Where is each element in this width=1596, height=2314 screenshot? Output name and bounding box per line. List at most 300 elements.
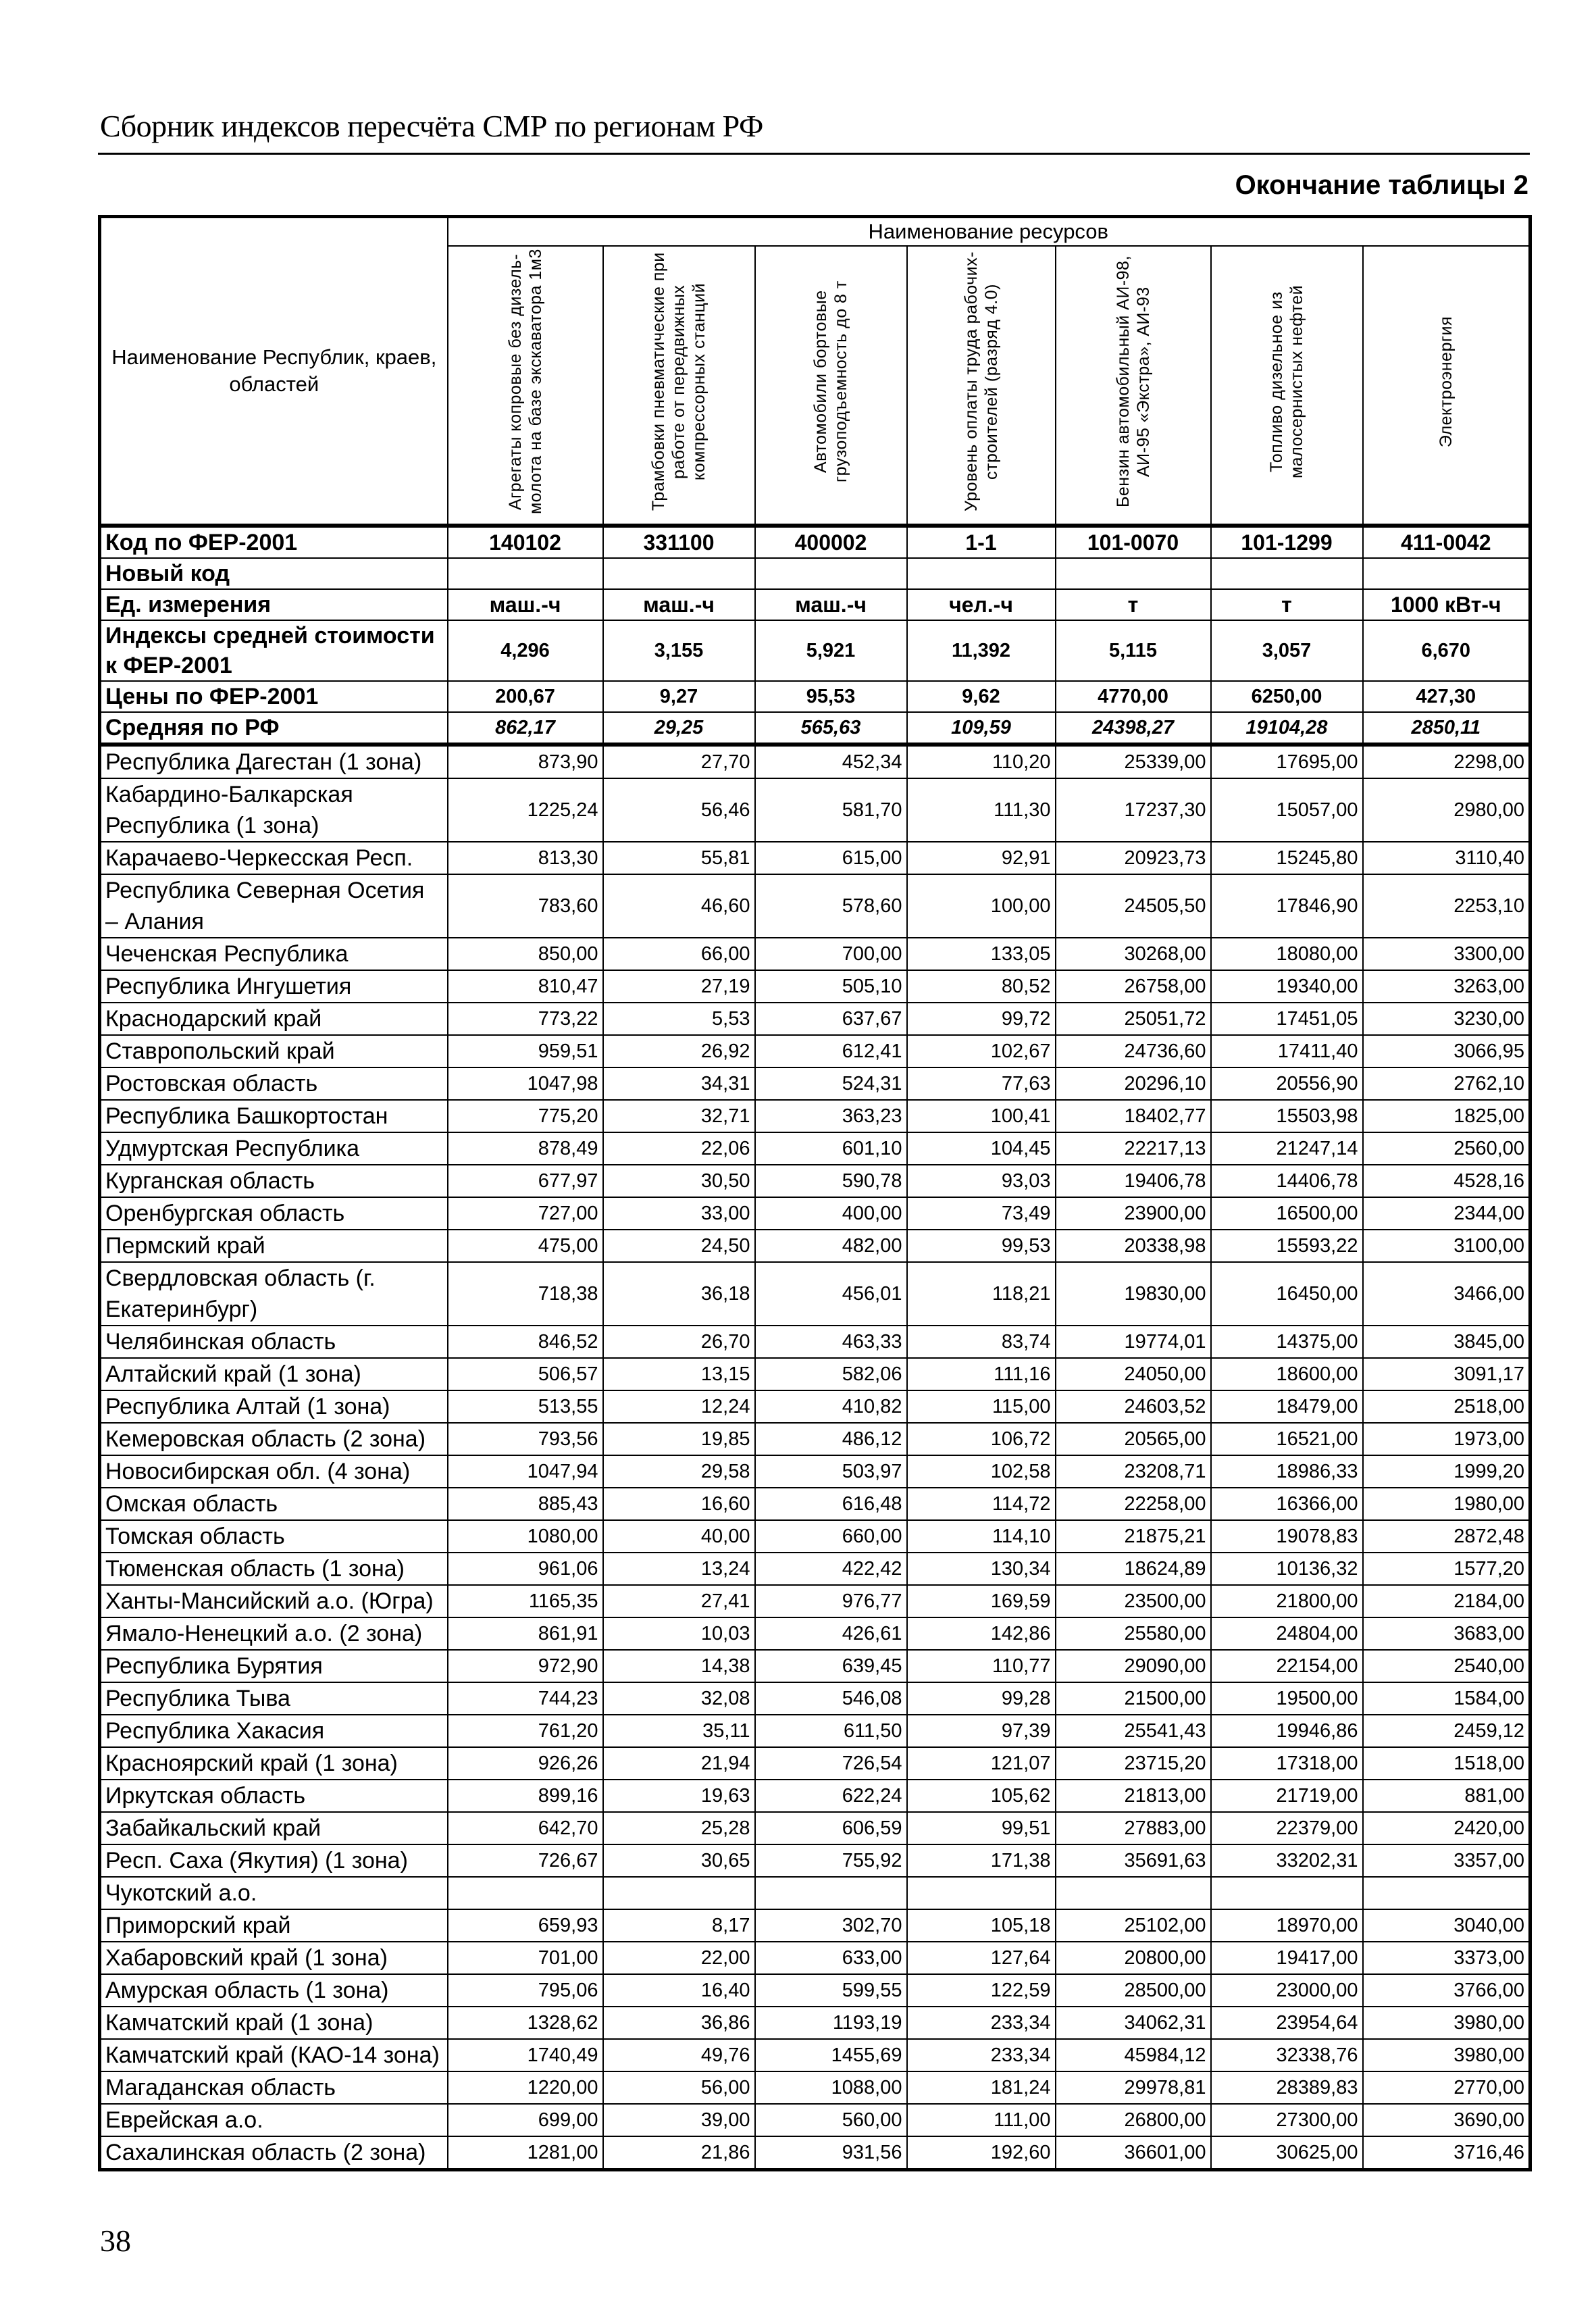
region-name: Ставропольский край (100, 1035, 448, 1067)
value-cell: 27300,00 (1211, 2104, 1363, 2136)
value-cell: 590,78 (755, 1165, 907, 1197)
value-cell: 873,90 (448, 745, 603, 778)
meta-cell: 200,67 (448, 681, 603, 712)
resources-group-header: Наименование ресурсов (448, 217, 1530, 247)
value-cell: 34062,31 (1056, 2007, 1211, 2039)
running-head: Сборник индексов пересчёта СМР по регионам РФ (100, 109, 763, 143)
value-cell: 560,00 (755, 2104, 907, 2136)
value-cell: 2560,00 (1363, 1132, 1530, 1165)
table-row (100, 1358, 1530, 1390)
value-cell: 773,22 (448, 1003, 603, 1035)
meta-cell: 109,59 (907, 712, 1056, 745)
value-cell: 878,49 (448, 1132, 603, 1165)
value-cell: 27883,00 (1056, 1812, 1211, 1844)
value-cell: 45984,12 (1056, 2039, 1211, 2071)
value-cell (1056, 1877, 1211, 1909)
table-row (100, 1326, 1530, 1358)
region-name: Курганская область (100, 1165, 448, 1197)
value-cell: 24,50 (603, 1230, 755, 1262)
value-cell: 24804,00 (1211, 1617, 1363, 1650)
value-cell: 20923,73 (1056, 842, 1211, 874)
value-cell: 114,10 (907, 1520, 1056, 1553)
value-cell: 3230,00 (1363, 1003, 1530, 1035)
page-number: 38 (100, 2223, 131, 2258)
value-cell: 546,08 (755, 1682, 907, 1715)
region-name: Ямало-Ненецкий а.о. (2 зона) (100, 1617, 448, 1650)
table-row (100, 778, 1530, 842)
value-cell: 25339,00 (1056, 745, 1211, 778)
value-cell: 456,01 (755, 1262, 907, 1326)
value-cell: 21,86 (603, 2136, 755, 2170)
value-cell: 400,00 (755, 1197, 907, 1230)
region-name: Республика Алтай (1 зона) (100, 1390, 448, 1423)
meta-cell: 101-0070 (1056, 526, 1211, 558)
value-cell: 20556,90 (1211, 1067, 1363, 1100)
value-cell: 422,42 (755, 1553, 907, 1585)
value-cell: 599,55 (755, 1974, 907, 2007)
meta-cell (1211, 558, 1363, 589)
meta-cell: 6,670 (1363, 620, 1530, 681)
value-cell: 581,70 (755, 778, 907, 842)
value-cell: 22,00 (603, 1942, 755, 1974)
value-cell: 885,43 (448, 1488, 603, 1520)
meta-row-label: Новый код (100, 558, 448, 589)
value-cell: 3980,00 (1363, 2007, 1530, 2039)
value-cell: 192,60 (907, 2136, 1056, 2170)
value-cell: 10136,32 (1211, 1553, 1363, 1585)
value-cell: 32338,76 (1211, 2039, 1363, 2071)
value-cell: 35,11 (603, 1715, 755, 1747)
value-cell: 19946,86 (1211, 1715, 1363, 1747)
value-cell: 1455,69 (755, 2039, 907, 2071)
value-cell: 660,00 (755, 1520, 907, 1553)
value-cell: 93,03 (907, 1165, 1056, 1197)
value-cell: 16521,00 (1211, 1423, 1363, 1455)
meta-cell: 2850,11 (1363, 712, 1530, 745)
value-cell: 22,06 (603, 1132, 755, 1165)
value-cell: 726,67 (448, 1844, 603, 1877)
value-cell: 111,00 (907, 2104, 1056, 2136)
value-cell: 2980,00 (1363, 778, 1530, 842)
value-cell: 2459,12 (1363, 1715, 1530, 1747)
value-cell: 25051,72 (1056, 1003, 1211, 1035)
meta-cell: 95,53 (755, 681, 907, 712)
value-cell: 22379,00 (1211, 1812, 1363, 1844)
region-name: Томская область (100, 1520, 448, 1553)
region-name: Республика Дагестан (1 зона) (100, 745, 448, 778)
value-cell: 19078,83 (1211, 1520, 1363, 1553)
table-row (100, 1747, 1530, 1780)
value-cell: 22258,00 (1056, 1488, 1211, 1520)
meta-cell: маш.-ч (755, 589, 907, 620)
region-name: Ханты-Мансийский а.о. (Югра) (100, 1585, 448, 1617)
value-cell: 3845,00 (1363, 1326, 1530, 1358)
meta-cell: 5,115 (1056, 620, 1211, 681)
value-cell: 1518,00 (1363, 1747, 1530, 1780)
value-cell: 233,34 (907, 2039, 1056, 2071)
meta-cell: 9,62 (907, 681, 1056, 712)
value-cell: 931,56 (755, 2136, 907, 2170)
value-cell: 10,03 (603, 1617, 755, 1650)
value-cell: 73,49 (907, 1197, 1056, 1230)
meta-cell: 862,17 (448, 712, 603, 745)
region-name: Еврейская а.о. (100, 2104, 448, 2136)
value-cell: 755,92 (755, 1844, 907, 1877)
value-cell: 3066,95 (1363, 1035, 1530, 1067)
table-row (100, 2039, 1530, 2071)
value-cell: 5,53 (603, 1003, 755, 1035)
value-cell: 4528,16 (1363, 1165, 1530, 1197)
region-name: Новосибирская обл. (4 зона) (100, 1455, 448, 1488)
value-cell: 3091,17 (1363, 1358, 1530, 1390)
value-cell: 3766,00 (1363, 1974, 1530, 2007)
table-row (100, 1455, 1530, 1488)
meta-row-label: Ед. измерения (100, 589, 448, 620)
region-name: Республика Ингушетия (100, 970, 448, 1003)
value-cell: 16366,00 (1211, 1488, 1363, 1520)
value-cell: 121,07 (907, 1747, 1056, 1780)
value-cell: 233,34 (907, 2007, 1056, 2039)
meta-cell: 101-1299 (1211, 526, 1363, 558)
value-cell: 475,00 (448, 1230, 603, 1262)
value-cell: 524,31 (755, 1067, 907, 1100)
region-name: Омская область (100, 1488, 448, 1520)
region-name: Челябинская область (100, 1326, 448, 1358)
value-cell: 30,65 (603, 1844, 755, 1877)
value-cell: 14,38 (603, 1650, 755, 1682)
meta-cell: 140102 (448, 526, 603, 558)
value-cell: 1577,20 (1363, 1553, 1530, 1585)
column-header: Автомобили бортовые грузоподъемность до 8 т (755, 246, 907, 526)
value-cell: 582,06 (755, 1358, 907, 1390)
value-cell: 616,48 (755, 1488, 907, 1520)
table-row (100, 1780, 1530, 1812)
value-cell: 130,34 (907, 1553, 1056, 1585)
meta-cell: 427,30 (1363, 681, 1530, 712)
value-cell: 21719,00 (1211, 1780, 1363, 1812)
value-cell: 486,12 (755, 1423, 907, 1455)
value-cell: 726,54 (755, 1747, 907, 1780)
region-name: Кемеровская область (2 зона) (100, 1423, 448, 1455)
table-row (100, 874, 1530, 938)
value-cell: 1825,00 (1363, 1100, 1530, 1132)
region-name: Удмуртская Республика (100, 1132, 448, 1165)
value-cell: 2184,00 (1363, 1585, 1530, 1617)
name-column-header: Наименование Республик, краев, областей (100, 217, 448, 526)
meta-cell: 565,63 (755, 712, 907, 745)
value-cell: 14406,78 (1211, 1165, 1363, 1197)
value-cell: 35691,63 (1056, 1844, 1211, 1877)
meta-cell: 5,921 (755, 620, 907, 681)
value-cell: 2344,00 (1363, 1197, 1530, 1230)
meta-cell: чел.-ч (907, 589, 1056, 620)
value-cell: 13,24 (603, 1553, 755, 1585)
value-cell: 659,93 (448, 1909, 603, 1942)
value-cell: 976,77 (755, 1585, 907, 1617)
value-cell: 612,41 (755, 1035, 907, 1067)
meta-cell: 1-1 (907, 526, 1056, 558)
table-row (100, 1553, 1530, 1585)
table-row (100, 1262, 1530, 1326)
meta-row (100, 712, 1530, 745)
region-name: Пермский край (100, 1230, 448, 1262)
region-name: Ростовская область (100, 1067, 448, 1100)
value-cell: 21800,00 (1211, 1585, 1363, 1617)
value-cell: 744,23 (448, 1682, 603, 1715)
table-row (100, 842, 1530, 874)
value-cell: 1088,00 (755, 2071, 907, 2104)
value-cell: 115,00 (907, 1390, 1056, 1423)
value-cell: 426,61 (755, 1617, 907, 1650)
value-cell: 19406,78 (1056, 1165, 1211, 1197)
table-row (100, 1390, 1530, 1423)
value-cell: 30,50 (603, 1165, 755, 1197)
value-cell: 181,24 (907, 2071, 1056, 2104)
value-cell: 34,31 (603, 1067, 755, 1100)
table-row (100, 1197, 1530, 1230)
value-cell: 19340,00 (1211, 970, 1363, 1003)
value-cell: 118,21 (907, 1262, 1056, 1326)
meta-row-label: Цены по ФЕР-2001 (100, 681, 448, 712)
table-row (100, 1812, 1530, 1844)
value-cell: 142,86 (907, 1617, 1056, 1650)
value-cell: 92,91 (907, 842, 1056, 874)
meta-row (100, 526, 1530, 558)
region-name: Тюменская область (1 зона) (100, 1553, 448, 1585)
value-cell: 19830,00 (1056, 1262, 1211, 1326)
region-name: Республика Башкортостан (100, 1100, 448, 1132)
value-cell: 700,00 (755, 938, 907, 970)
meta-cell: 1000 кВт-ч (1363, 589, 1530, 620)
value-cell: 40,00 (603, 1520, 755, 1553)
meta-row-label: Индексы средней стоимости к ФЕР-2001 (100, 620, 448, 681)
value-cell: 3040,00 (1363, 1909, 1530, 1942)
value-cell: 861,91 (448, 1617, 603, 1650)
meta-cell: т (1056, 589, 1211, 620)
value-cell: 100,00 (907, 874, 1056, 938)
meta-row (100, 620, 1530, 681)
value-cell: 18600,00 (1211, 1358, 1363, 1390)
value-cell: 1193,19 (755, 2007, 907, 2039)
value-cell: 18402,77 (1056, 1100, 1211, 1132)
column-header: Топливо дизельное из малосернистых нефтей (1211, 246, 1363, 526)
value-cell: 28500,00 (1056, 1974, 1211, 2007)
value-cell: 23208,71 (1056, 1455, 1211, 1488)
meta-cell: 3,057 (1211, 620, 1363, 681)
value-cell: 30625,00 (1211, 2136, 1363, 2170)
value-cell: 881,00 (1363, 1780, 1530, 1812)
value-cell: 133,05 (907, 938, 1056, 970)
value-cell: 2872,48 (1363, 1520, 1530, 1553)
value-cell: 15245,80 (1211, 842, 1363, 874)
value-cell: 29090,00 (1056, 1650, 1211, 1682)
value-cell: 169,59 (907, 1585, 1056, 1617)
region-name: Респ. Саха (Якутия) (1 зона) (100, 1844, 448, 1877)
column-header: Трамбовки пневматические при работе от передвижных компрессорных станций (603, 246, 755, 526)
value-cell: 8,17 (603, 1909, 755, 1942)
value-cell: 622,24 (755, 1780, 907, 1812)
value-cell: 1740,49 (448, 2039, 603, 2071)
value-cell: 102,58 (907, 1455, 1056, 1488)
meta-cell: 3,155 (603, 620, 755, 681)
value-cell: 2770,00 (1363, 2071, 1530, 2104)
value-cell: 80,52 (907, 970, 1056, 1003)
value-cell (907, 1877, 1056, 1909)
value-cell: 17411,40 (1211, 1035, 1363, 1067)
meta-row (100, 681, 1530, 712)
region-name: Республика Тыва (100, 1682, 448, 1715)
meta-cell: маш.-ч (603, 589, 755, 620)
value-cell: 49,76 (603, 2039, 755, 2071)
value-cell: 32,71 (603, 1100, 755, 1132)
table-row (100, 1974, 1530, 2007)
value-cell: 1973,00 (1363, 1423, 1530, 1455)
value-cell: 846,52 (448, 1326, 603, 1358)
value-cell: 127,64 (907, 1942, 1056, 1974)
region-name: Иркутская область (100, 1780, 448, 1812)
meta-cell (448, 558, 603, 589)
value-cell: 77,63 (907, 1067, 1056, 1100)
value-cell: 105,18 (907, 1909, 1056, 1942)
table-row (100, 1844, 1530, 1877)
value-cell: 1080,00 (448, 1520, 603, 1553)
column-header: Электроэнергия (1363, 246, 1530, 526)
value-cell: 21500,00 (1056, 1682, 1211, 1715)
value-cell: 114,72 (907, 1488, 1056, 1520)
value-cell: 1047,98 (448, 1067, 603, 1100)
value-cell: 13,15 (603, 1358, 755, 1390)
meta-row-label: Средняя по РФ (100, 712, 448, 745)
value-cell: 482,00 (755, 1230, 907, 1262)
value-cell: 111,16 (907, 1358, 1056, 1390)
table-row (100, 970, 1530, 1003)
value-cell: 3466,00 (1363, 1262, 1530, 1326)
value-cell: 99,28 (907, 1682, 1056, 1715)
meta-cell: маш.-ч (448, 589, 603, 620)
value-cell: 28389,83 (1211, 2071, 1363, 2104)
value-cell: 615,00 (755, 842, 907, 874)
value-cell: 19,63 (603, 1780, 755, 1812)
value-cell: 302,70 (755, 1909, 907, 1942)
value-cell: 972,90 (448, 1650, 603, 1682)
value-cell: 16450,00 (1211, 1262, 1363, 1326)
value-cell: 26,70 (603, 1326, 755, 1358)
header-rule (98, 153, 1530, 155)
meta-cell: 331100 (603, 526, 755, 558)
value-cell: 17318,00 (1211, 1747, 1363, 1780)
value-cell: 33,00 (603, 1197, 755, 1230)
value-cell: 18080,00 (1211, 938, 1363, 970)
table-row (100, 2071, 1530, 2104)
value-cell: 25102,00 (1056, 1909, 1211, 1942)
value-cell: 3683,00 (1363, 1617, 1530, 1650)
table-row (100, 1100, 1530, 1132)
value-cell: 17846,90 (1211, 874, 1363, 938)
value-cell: 36,18 (603, 1262, 755, 1326)
value-cell (755, 1877, 907, 1909)
value-cell: 775,20 (448, 1100, 603, 1132)
value-cell: 727,00 (448, 1197, 603, 1230)
value-cell: 17237,30 (1056, 778, 1211, 842)
index-table (98, 215, 1532, 2171)
region-name: Свердловская область (г. Екатеринбург) (100, 1262, 448, 1326)
region-name: Приморский край (100, 1909, 448, 1942)
value-cell: 19417,00 (1211, 1942, 1363, 1974)
table-row (100, 1520, 1530, 1553)
value-cell: 363,23 (755, 1100, 907, 1132)
value-cell: 36,86 (603, 2007, 755, 2039)
value-cell: 3110,40 (1363, 842, 1530, 874)
value-cell: 18479,00 (1211, 1390, 1363, 1423)
value-cell: 110,20 (907, 745, 1056, 778)
value-cell: 99,51 (907, 1812, 1056, 1844)
value-cell: 850,00 (448, 938, 603, 970)
value-cell: 793,56 (448, 1423, 603, 1455)
meta-cell: 11,392 (907, 620, 1056, 681)
meta-cell: 9,27 (603, 681, 755, 712)
value-cell: 2540,00 (1363, 1650, 1530, 1682)
table-row (100, 1165, 1530, 1197)
value-cell: 578,60 (755, 874, 907, 938)
meta-cell: т (1211, 589, 1363, 620)
value-cell: 22154,00 (1211, 1650, 1363, 1682)
value-cell: 639,45 (755, 1650, 907, 1682)
value-cell: 637,67 (755, 1003, 907, 1035)
value-cell: 83,74 (907, 1326, 1056, 1358)
value-cell: 23715,20 (1056, 1747, 1211, 1780)
value-cell: 23500,00 (1056, 1585, 1211, 1617)
group-header-row (100, 217, 1530, 247)
value-cell: 1047,94 (448, 1455, 603, 1488)
value-cell: 810,47 (448, 970, 603, 1003)
value-cell: 15503,98 (1211, 1100, 1363, 1132)
value-cell: 611,50 (755, 1715, 907, 1747)
value-cell: 27,19 (603, 970, 755, 1003)
table-row (100, 1423, 1530, 1455)
meta-row (100, 558, 1530, 589)
value-cell: 33202,31 (1211, 1844, 1363, 1877)
table-row (100, 1067, 1530, 1100)
value-cell: 15057,00 (1211, 778, 1363, 842)
meta-cell: 6250,00 (1211, 681, 1363, 712)
value-cell: 19774,01 (1056, 1326, 1211, 1358)
region-name: Республика Бурятия (100, 1650, 448, 1682)
value-cell: 99,72 (907, 1003, 1056, 1035)
value-cell: 2762,10 (1363, 1067, 1530, 1100)
meta-cell (1363, 558, 1530, 589)
value-cell: 3100,00 (1363, 1230, 1530, 1262)
table-row (100, 938, 1530, 970)
value-cell: 1165,35 (448, 1585, 603, 1617)
meta-cell: 4770,00 (1056, 681, 1211, 712)
value-cell: 699,00 (448, 2104, 603, 2136)
value-cell: 899,16 (448, 1780, 603, 1812)
value-cell: 20338,98 (1056, 1230, 1211, 1262)
value-cell: 21813,00 (1056, 1780, 1211, 1812)
region-name: Чукотский а.о. (100, 1877, 448, 1909)
value-cell: 32,08 (603, 1682, 755, 1715)
value-cell: 55,81 (603, 842, 755, 874)
table-row (100, 1909, 1530, 1942)
value-cell: 926,26 (448, 1747, 603, 1780)
value-cell: 18986,33 (1211, 1455, 1363, 1488)
value-cell (1211, 1877, 1363, 1909)
value-cell: 30268,00 (1056, 938, 1211, 970)
value-cell: 39,00 (603, 2104, 755, 2136)
value-cell: 102,67 (907, 1035, 1056, 1067)
region-name: Амурская область (1 зона) (100, 1974, 448, 2007)
value-cell (1363, 1877, 1530, 1909)
